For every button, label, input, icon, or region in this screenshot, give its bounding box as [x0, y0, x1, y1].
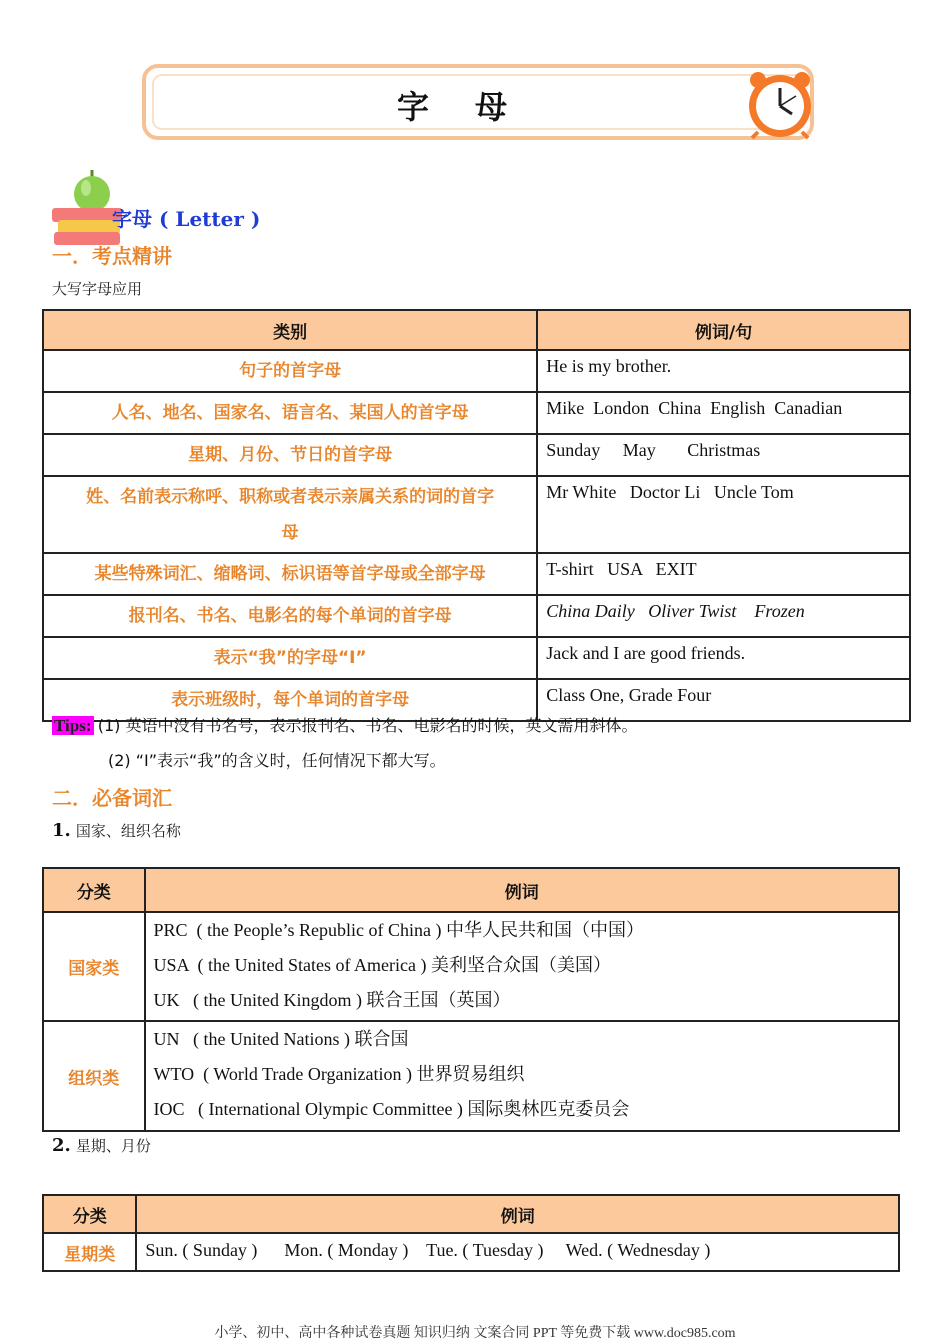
rule-example: Sunday May Christmas: [537, 434, 910, 476]
list-item: IOC ( International Olympic Committee ) 国际奥林匹克委员会: [153, 1099, 630, 1119]
rule-example: He is my brother.: [537, 350, 910, 392]
group-category: 组织类: [43, 1021, 145, 1131]
rule-category: 报刊名、书名、电影名的每个单词的首字母: [43, 595, 537, 637]
rule-example: China Daily Oliver Twist Frozen: [537, 595, 910, 637]
sub2-heading: [52, 1135, 151, 1156]
alarm-clock-icon: [744, 70, 816, 140]
table-row: [43, 392, 910, 434]
table-row: [43, 912, 899, 1021]
list-item: USA ( the United States of America ) 美利坚合众国（美国）: [153, 955, 611, 975]
rule-example: Class One, Grade Four: [537, 679, 910, 721]
rule-category: 人名、地名、国家名、语言名、某国人的首字母: [43, 392, 537, 434]
rule-category: [43, 476, 537, 553]
sub2-number: 2.: [52, 1135, 71, 1156]
header-examples: 例词: [145, 868, 900, 912]
list-item: UN ( the United Nations ) 联合国: [153, 1029, 409, 1049]
table-row: [43, 637, 910, 679]
sub2-text: 星期、月份: [75, 1137, 151, 1155]
rule-example: Jack and I are good friends.: [537, 637, 910, 679]
group-category: 星期类: [43, 1233, 136, 1271]
part1-heading: 一．考点精讲: [52, 244, 172, 268]
vocab-table-countries: [42, 867, 900, 1132]
table-row: [43, 1233, 899, 1271]
rule-category: 表示班级时，每个单词的首字母: [43, 679, 537, 721]
list-item: WTO ( World Trade Organization ) 世界贸易组织: [153, 1064, 525, 1084]
table-row: [43, 434, 910, 476]
list-item: UK ( the United Kingdom ) 联合王国（英国）: [153, 990, 511, 1010]
part1-subtitle: 大写字母应用: [52, 280, 143, 298]
tips-text-1: (1) 英语中没有书名号，表示报刊名、书名、电影名的时候，英文需用斜体。: [97, 716, 638, 735]
sub1-heading: [52, 820, 181, 841]
tips-line-1: [52, 713, 638, 736]
part2-heading: 二．必备词汇: [52, 786, 172, 810]
rule-category: 表示“我”的字母“I”: [43, 637, 537, 679]
header-category: 分类: [43, 868, 145, 912]
letter-heading-cn: 字母: [112, 207, 152, 231]
group-category: 国家类: [43, 912, 145, 1021]
rule-category: 某些特殊词汇、缩略词、标识语等首字母或全部字母: [43, 553, 537, 595]
group-items: [145, 1021, 900, 1131]
table-row: [43, 1021, 899, 1131]
table-row: [43, 553, 910, 595]
vocab-table-weekdays: [42, 1194, 900, 1272]
list-item: PRC ( the People’s Republic of China ) 中华人民共和国（中国）: [153, 920, 644, 940]
header-examples: 例词/句: [537, 310, 910, 350]
capitalization-table: [42, 309, 911, 722]
page-footer: 小学、初中、高中各种试卷真题 知识归纳 文案合同 PPT 等免费下载 www.doc985.com: [214, 1326, 736, 1341]
sub1-text: 国家、组织名称: [75, 822, 181, 840]
table-row: [43, 595, 910, 637]
header-examples: 例词: [136, 1195, 899, 1233]
tips-line-2: (2) “I”表示“我”的含义时，任何情况下都大写。: [108, 751, 446, 770]
page-title: 字母: [396, 88, 553, 126]
rule-category-line1: 姓、名前表示称呼、职称或者表示亲属关系的词的首字: [86, 487, 495, 507]
rule-example: Mike London China English Canadian: [537, 392, 910, 434]
letter-heading-en: ( Letter ): [158, 207, 261, 231]
rule-category: 星期、月份、节日的首字母: [43, 434, 537, 476]
rule-example: T-shirt USA EXIT: [537, 553, 910, 595]
rule-category: 句子的首字母: [43, 350, 537, 392]
letter-heading: [112, 203, 260, 232]
table-row: [43, 476, 910, 553]
header-category: 分类: [43, 1195, 136, 1233]
tips-label: Tips:: [54, 716, 92, 735]
rule-category-line2: 母: [281, 523, 299, 543]
sub1-number: 1.: [52, 820, 71, 841]
table-row: [43, 350, 910, 392]
group-items: [145, 912, 900, 1021]
rule-example: Mr White Doctor Li Uncle Tom: [537, 476, 910, 553]
header-category: 类别: [43, 310, 537, 350]
weekday-examples: Sun. ( Sunday ) Mon. ( Monday ) Tue. ( Tuesday ) Wed. ( Wednesday ): [136, 1233, 899, 1271]
